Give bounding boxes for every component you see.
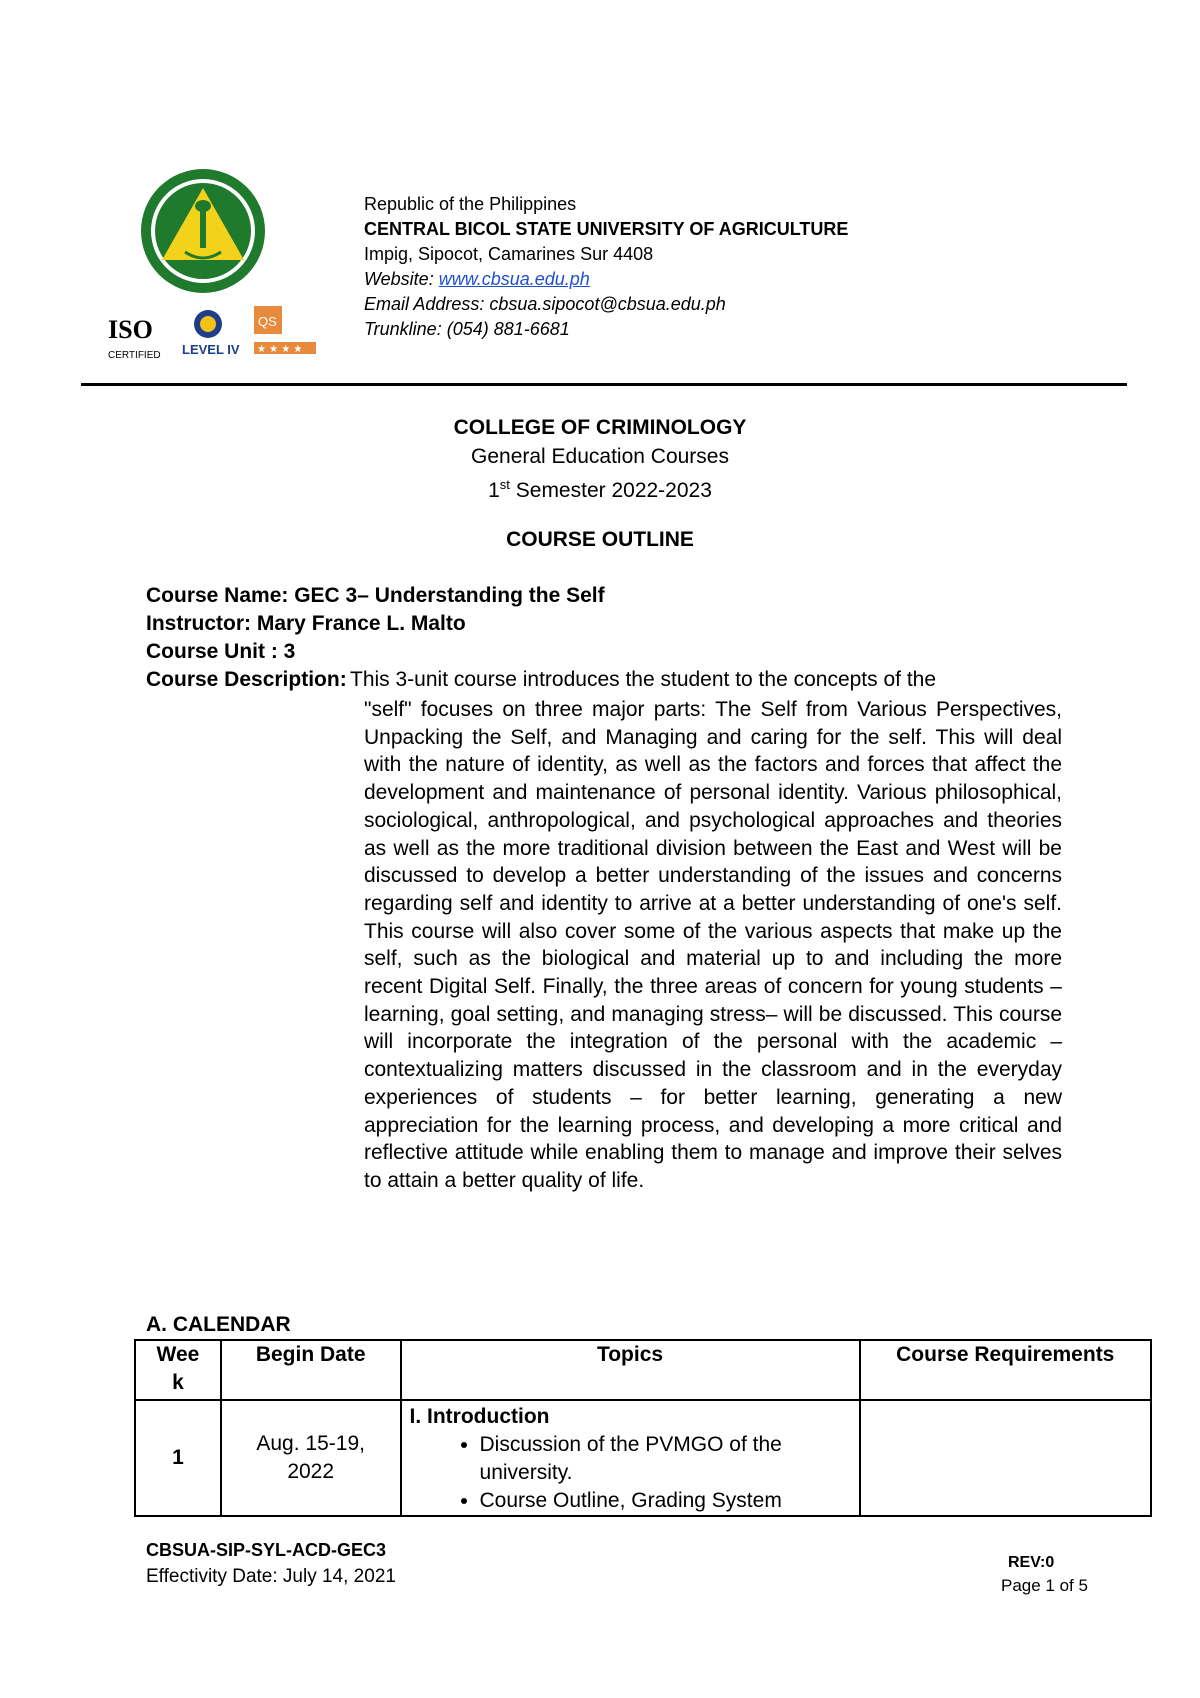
col-week — [135, 1340, 221, 1400]
level-text: LEVEL IV — [182, 342, 240, 357]
university-header — [364, 192, 848, 342]
list-item: • Discussion of the PVMGO of the university. — [480, 1431, 851, 1487]
website-label: Website: — [364, 269, 439, 289]
topics-cell — [401, 1400, 860, 1516]
col-course-requirements: Course Requirements — [860, 1340, 1151, 1400]
topic-list — [410, 1431, 851, 1515]
republic-line: Republic of the Philippines — [364, 194, 577, 214]
iso-logo-text: ISO — [108, 315, 153, 344]
course-outline-title: COURSE OUTLINE — [506, 528, 694, 551]
svg-text:★ ★ ★ ★: ★ ★ ★ ★ — [257, 344, 303, 355]
website-line — [364, 267, 848, 292]
iso-sub-text: CERTIFIED — [108, 350, 161, 361]
list-item: • Course Outline, Grading System — [480, 1487, 851, 1515]
qs-text: QS — [258, 314, 277, 329]
university-seal — [140, 168, 266, 294]
col-week-label: Wee k — [156, 1343, 200, 1394]
address-line: Impig, Sipocot, Camarines Sur 4408 — [364, 244, 654, 264]
effectivity-date: Effectivity Date: July 14, 2021 — [146, 1566, 396, 1587]
table-row — [135, 1400, 1151, 1516]
website-link[interactable]: www.cbsua.edu.ph — [438, 269, 590, 289]
email-line: Email Address: cbsua.sipocot@cbsua.edu.ph — [364, 294, 726, 314]
college-title: COLLEGE OF CRIMINOLOGY — [453, 416, 747, 439]
revision: REV:0 — [1008, 1554, 1055, 1571]
calendar-header-row — [135, 1340, 1151, 1400]
course-description-body: "self" focuses on three major parts: The Self from Various Perspectives, Unpacking the Self, and Managing and caring for the self. This will deal with the nature of identity, as well as the factors and forces that affect the development and maintenance of personal identity. Various philosophical, sociological, anthropological, and psychological approaches and theories as well as the more traditional division between the East and West will be discussed to develop a better understanding of the issues and concerns regarding self and identity to arrive at a better understanding of one's self. This course will also cover some of the various aspects that make up the self, such as the biological and material up to and including the more recent Digital Self. Finally, the three areas of concern for young students –learning, goal setting, and managing stress– will be discussed. This course will incorporate the integration of the personal with the academic – contextualizing matters discussed in the classroom and in the everyday experiences of students – for better learning, generating a new appreciation for the learning process, and developing a more critical and reflective attitude while enabling them to manage and improve their selves to attain a better quality of life. — [364, 698, 1062, 1192]
semester-rest: Semester 2022-2023 — [509, 479, 712, 502]
page-number: Page 1 of 5 — [1001, 1576, 1088, 1595]
accreditation-badges — [104, 304, 324, 366]
col-begin-date: Begin Date — [221, 1340, 401, 1400]
semester-title — [0, 470, 1200, 505]
course-name: Course Name: GEC 3– Understanding the Self — [146, 584, 605, 607]
university-name: CENTRAL BICOL STATE UNIVERSITY OF AGRICULTURE — [364, 219, 849, 239]
col-topics: Topics — [401, 1340, 860, 1400]
calendar-heading: A. CALENDAR — [146, 1313, 291, 1336]
semester-sup: st — [499, 477, 510, 492]
semester-number: 1 — [488, 479, 500, 502]
topic-title: I. Introduction — [409, 1405, 550, 1428]
trunkline-line: Trunkline: (054) 881-6681 — [364, 319, 570, 339]
document-code: CBSUA-SIP-SYL-ACD-GEC3 — [146, 1540, 387, 1560]
course-description-label: Course Description: — [146, 668, 347, 691]
header-divider — [81, 383, 1127, 386]
instructor: Instructor: Mary France L. Malto — [146, 612, 466, 635]
date-cell: Aug. 15-19, 2022 — [221, 1400, 401, 1516]
program-title: General Education Courses — [471, 445, 729, 468]
requirements-cell — [860, 1400, 1151, 1516]
course-unit: Course Unit : 3 — [146, 640, 296, 663]
course-description-first-line: This 3-unit course introduces the student to the concepts of the — [350, 668, 937, 691]
calendar-table — [134, 1339, 1152, 1517]
week-cell: 1 — [135, 1400, 221, 1516]
